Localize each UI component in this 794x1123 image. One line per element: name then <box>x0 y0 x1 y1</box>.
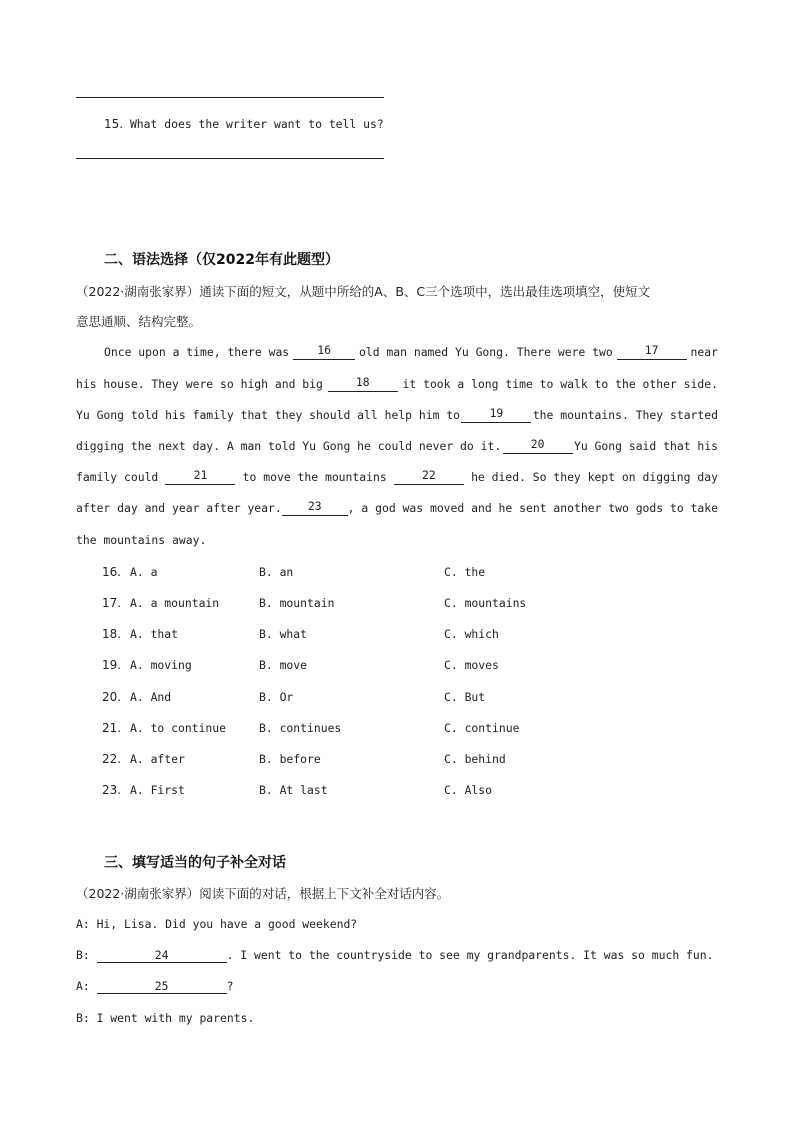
question-number: 15. <box>104 117 124 131</box>
section-2-title: 二、语法选择（仅2022年有此题型） <box>104 252 339 268</box>
section-2-source-cont: 意思通顺、结构完整。 <box>76 314 202 329</box>
option-a[interactable]: A. after <box>130 752 185 766</box>
option-a[interactable]: A. to continue <box>130 721 227 735</box>
blank-18[interactable]: 18 <box>328 376 398 392</box>
passage-line-2: his house. They were so high and big 18 it took a long time to walk to the other side. <box>76 375 718 391</box>
option-row-20 <box>102 689 622 705</box>
option-number: 21. <box>102 721 122 735</box>
dialogue-line-3: A: 25 ? <box>76 979 234 993</box>
passage-line-7: the mountains away. <box>76 533 207 547</box>
option-row-17 <box>102 595 622 611</box>
option-c[interactable]: C. Also <box>444 783 493 797</box>
blank-16[interactable]: 16 <box>293 344 355 360</box>
question-15 <box>104 117 384 131</box>
passage-line-5: family could 21 to move the mountains 22 he died. So they kept on digging day <box>76 468 718 484</box>
option-row-22 <box>102 751 622 767</box>
blank-21[interactable]: 21 <box>165 469 235 485</box>
option-a[interactable]: A. that <box>130 627 179 641</box>
question-text: What does the writer want to tell us? <box>129 117 384 131</box>
option-number: 18. <box>102 627 122 641</box>
option-b[interactable]: B. Or <box>259 690 294 704</box>
option-a[interactable]: A. a mountain <box>130 596 220 610</box>
passage-line-3: Yu Gong told his family that they should all help him to 19 the mountains. They started <box>76 406 718 422</box>
option-c[interactable]: C. moves <box>444 658 499 672</box>
option-number: 23. <box>102 783 122 797</box>
answer-line-14[interactable] <box>76 97 384 98</box>
blank-25[interactable]: 25 <box>97 980 227 994</box>
option-b[interactable]: B. before <box>259 752 321 766</box>
option-c[interactable]: C. the <box>444 565 486 579</box>
section-2-source: （2022·湖南张家界）通读下面的短文，从题中所给的A、B、C三个选项中，选出最佳选项填空，使短文 <box>76 284 651 299</box>
option-c[interactable]: C. behind <box>444 752 506 766</box>
option-row-19 <box>102 657 622 673</box>
option-b[interactable]: B. At last <box>259 783 328 797</box>
option-number: 17. <box>102 596 122 610</box>
blank-17[interactable]: 17 <box>617 344 687 360</box>
option-row-23 <box>102 782 622 798</box>
option-c[interactable]: C. continue <box>444 721 520 735</box>
blank-24[interactable]: 24 <box>97 949 227 963</box>
blank-19[interactable]: 19 <box>461 407 531 423</box>
dialogue-line-1: A: Hi, Lisa. Did you have a good weekend? <box>76 917 358 931</box>
option-c[interactable]: C. But <box>444 690 486 704</box>
option-number: 19. <box>102 658 122 672</box>
answer-line-15[interactable] <box>76 158 384 159</box>
dialogue-line-2: B: 24 . I went to the countryside to see my grandparents. It was so much fun. <box>76 948 714 962</box>
blank-20[interactable]: 20 <box>503 438 573 454</box>
option-a[interactable]: A. First <box>130 783 185 797</box>
option-a[interactable]: A. a <box>130 565 158 579</box>
option-number: 16. <box>102 565 122 579</box>
option-b[interactable]: B. what <box>259 627 308 641</box>
passage-line-1: Once upon a time, there was 16 old man named Yu Gong. There were two 17 near <box>104 343 718 359</box>
option-c[interactable]: C. mountains <box>444 596 527 610</box>
option-row-16 <box>102 564 622 580</box>
option-c[interactable]: C. which <box>444 627 499 641</box>
option-b[interactable]: B. move <box>259 658 308 672</box>
option-b[interactable]: B. continues <box>259 721 342 735</box>
section-3-title: 三、填写适当的句子补全对话 <box>104 855 286 871</box>
option-a[interactable]: A. moving <box>130 658 192 672</box>
option-number: 20. <box>102 690 122 704</box>
dialogue-line-4: B: I went with my parents. <box>76 1011 255 1025</box>
blank-22[interactable]: 22 <box>394 469 464 485</box>
option-number: 22. <box>102 752 122 766</box>
option-b[interactable]: B. an <box>259 565 294 579</box>
passage-line-4: digging the next day. A man told Yu Gong he could never do it. 20 Yu Gong said that his <box>76 437 718 453</box>
option-row-18 <box>102 626 622 642</box>
section-3-source: （2022·湖南张家界）阅读下面的对话，根据上下文补全对话内容。 <box>76 886 450 901</box>
option-a[interactable]: A. And <box>130 690 172 704</box>
option-b[interactable]: B. mountain <box>259 596 335 610</box>
option-row-21 <box>102 720 622 736</box>
passage-line-6: after day and year after year. 23 , a god was moved and he sent another two gods to take <box>76 499 718 515</box>
blank-23[interactable]: 23 <box>282 500 348 516</box>
